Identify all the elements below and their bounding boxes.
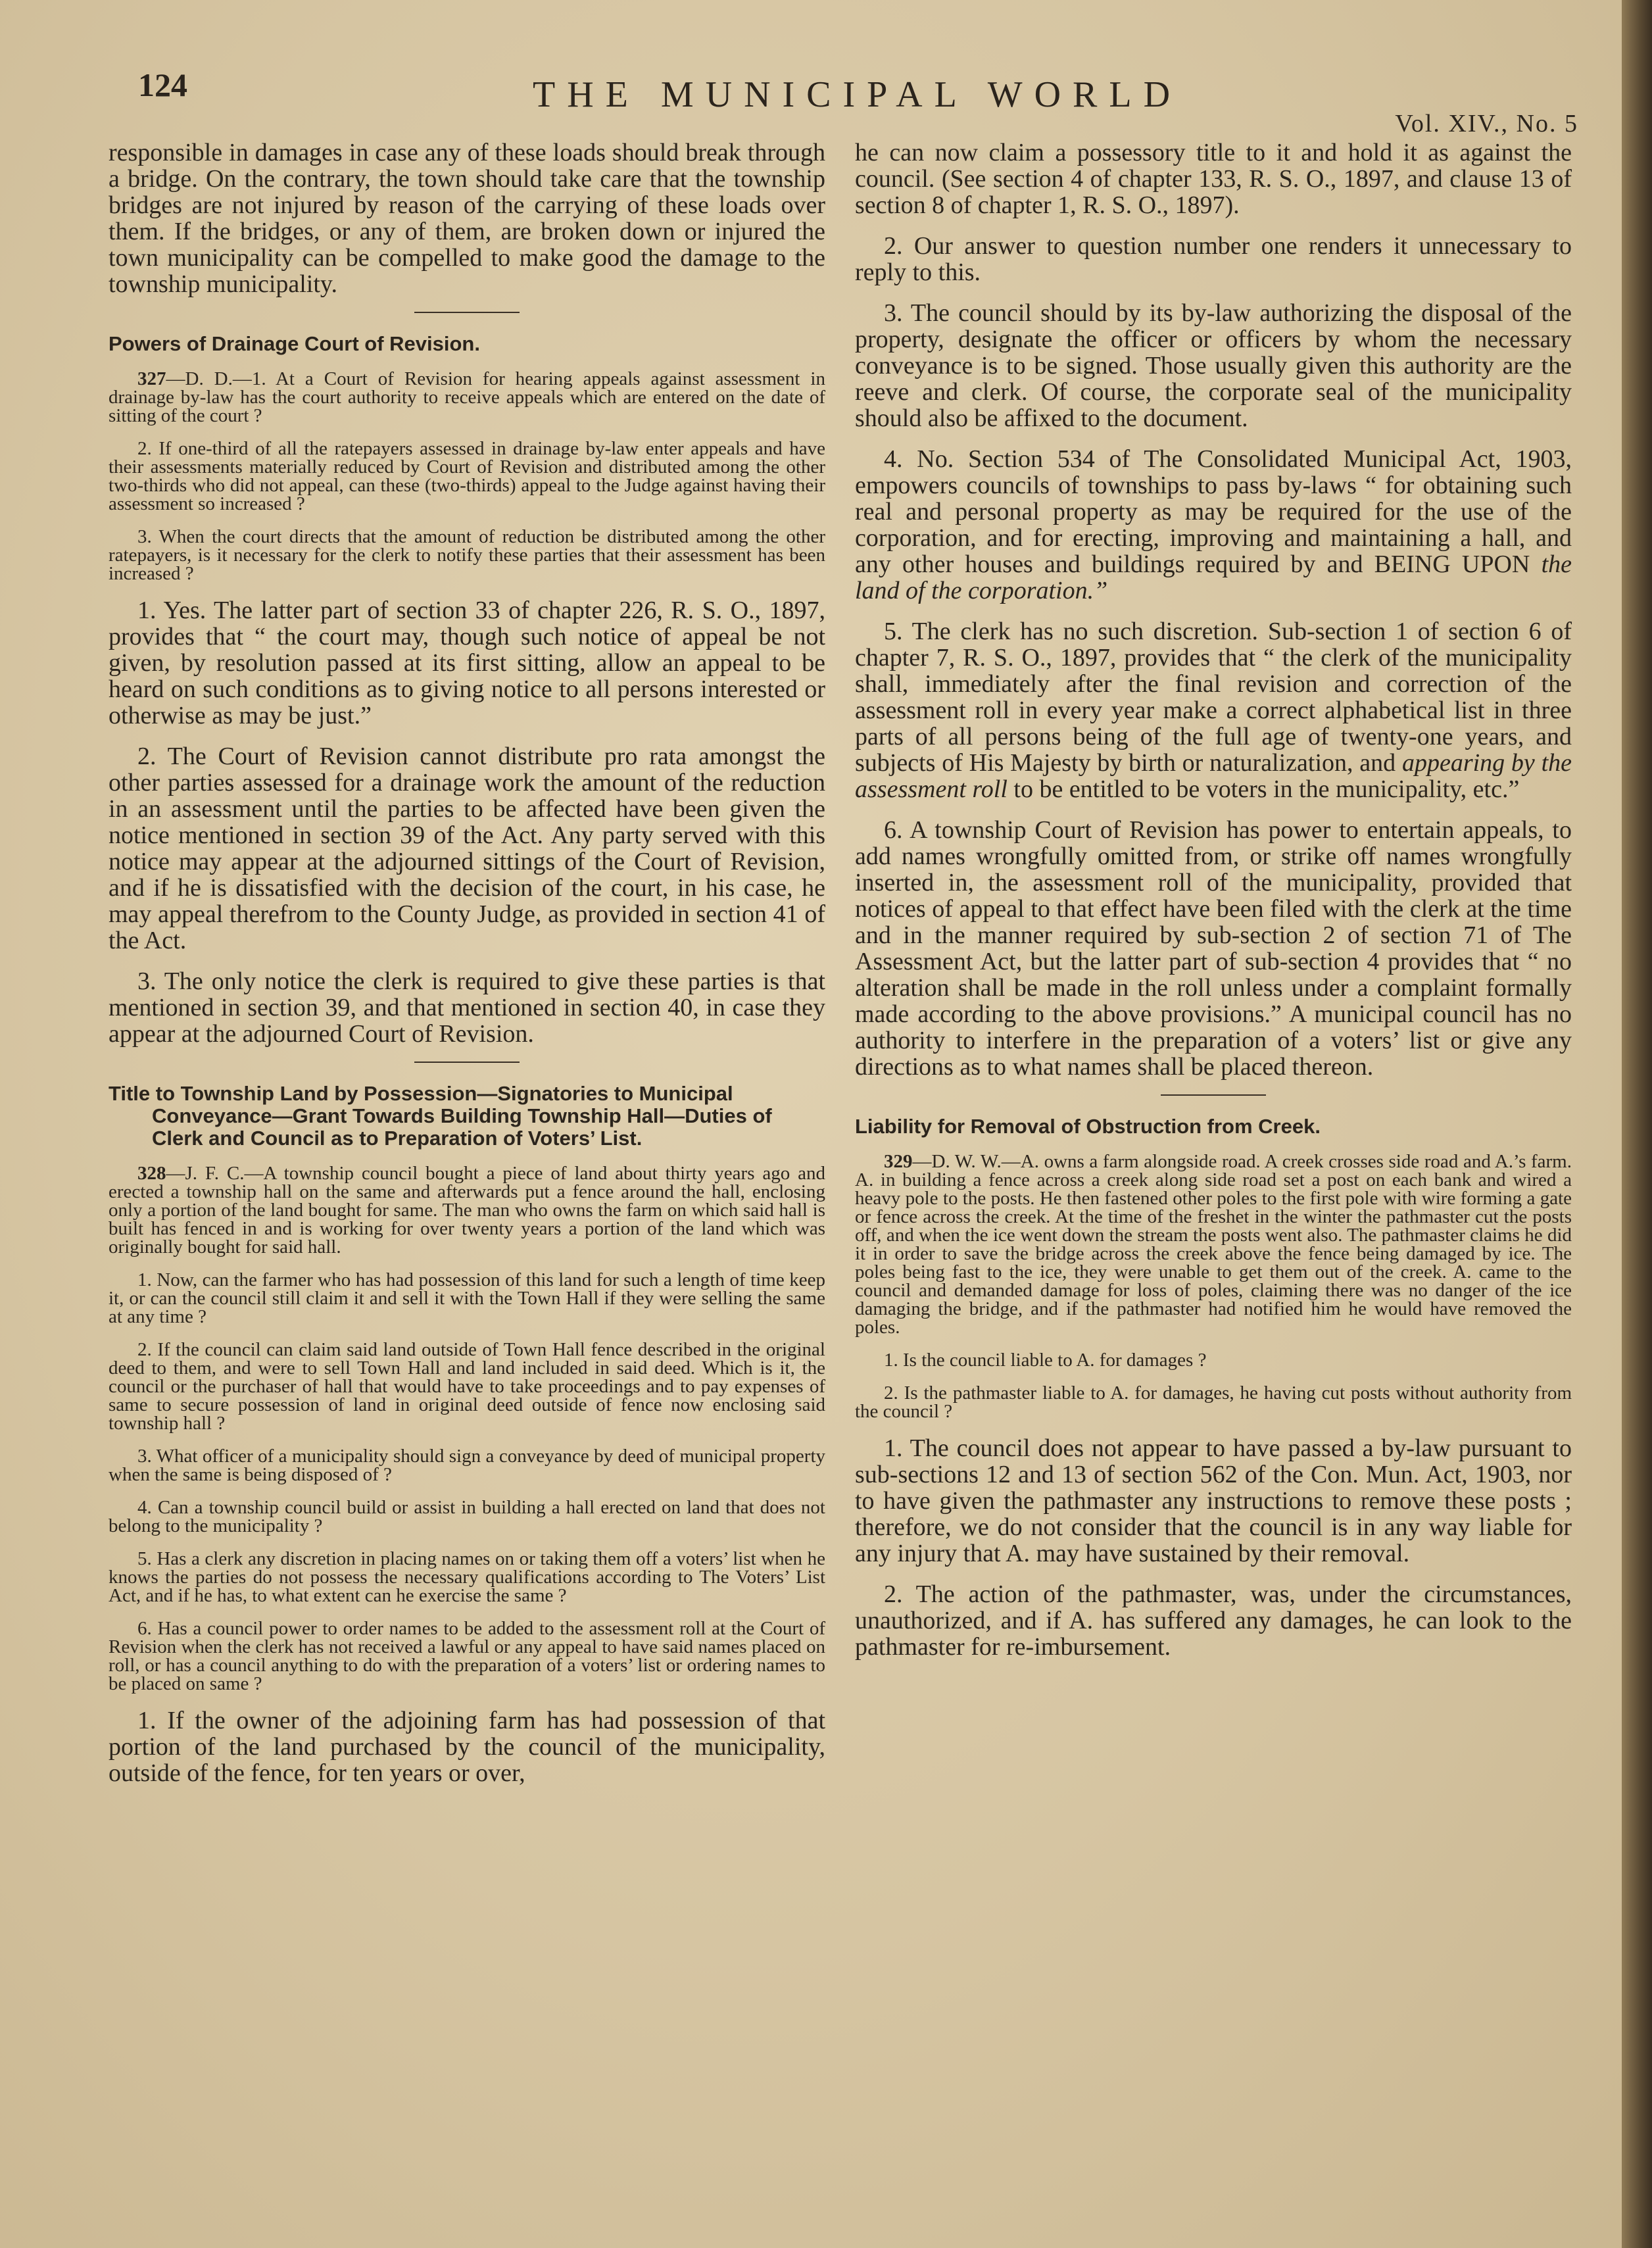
left-column — [109, 139, 825, 1801]
section-327-answer-2: 2. The Court of Revision cannot distribute pro rata amongst the other parties assessed for a drainage work the amount of the reduction in an assessment until the parties to be affected have been given the notice mentioned in section 39 of the Act. Any party served with this notice may appear at the adjourned sittings of the Court of Revision, and if he is dissatisfied with the decision of the court, in his case, he may appeal therefrom to the County Judge, as provided in section 41 of the Act. — [109, 743, 825, 954]
section-328-question-5: 5. Has a clerk any discretion in placing names on or taking them off a voters’ list when he knows the parties do not possess the necessary qualifications according to The Voters’ List Act, and if he has, to what extent can he exercise the same ? — [109, 1548, 825, 1606]
question-number: 329 — [884, 1151, 913, 1172]
section-327-answer-1: 1. Yes. The latter part of section 33 of chapter 226, R. S. O., 1897, provides that “ the court may, though such notice of appeal be not given, by resolution passed at its first sitting, allow an appeal to be heard on such conditions as to giving notice to all persons interested or otherwise as may be just.” — [109, 597, 825, 729]
section-divider — [414, 1062, 520, 1063]
section-328-question-3: 3. What officer of a municipality should sign a conveyance by deed of municipal property when the same is being disposed of ? — [109, 1446, 825, 1485]
question-number: 327 — [137, 368, 166, 389]
section-divider — [414, 312, 520, 313]
volume-issue: Vol. XIV., No. 5 — [1395, 110, 1578, 137]
section-328-answer-1-continued: he can now claim a possessory title to it and hold it as against the council. (See section 4 of chapter 133, R. S. O., 1897, and clause 13 of section 8 of chapter 1, R. S. O., 1897). — [855, 139, 1572, 219]
section-329-answer-1: 1. The council does not appear to have passed a by-law pursuant to sub-sections 12 and 13 of section 562 of the Con. Mun. Act, 1903, nor to have given the pathmaster any instructions to remove these posts ; therefore, we do not consider that the council is in any way liable for any injury that A. may have sustained by their removal. — [855, 1434, 1572, 1567]
section-328-question-intro: 328—J. F. C.—A township council bought a piece of land about thirty years ago and erected a township hall on the same and afterwards put a fence around the hall, enclosing only a portion of the land bought for same. The man who owns the farm on which said hall is built has fenced in and is working for over twenty years a portion of the land which was originally bought for said hall. — [109, 1163, 825, 1258]
question-number: 328 — [137, 1163, 166, 1184]
section-328-answer-2: 2. Our answer to question number one renders it unnecessary to reply to this. — [855, 232, 1572, 286]
section-327-answer-3: 3. The only notice the clerk is required to give these parties is that mentioned in section 39, and that mentioned in section 40, in case they appear at the adjourned Court of Revision. — [109, 967, 825, 1048]
section-divider — [1161, 1094, 1266, 1096]
section-327-question-1: 327—D. D.—1. At a Court of Revision for hearing appeals against assessment in drainage by-law has the court authority to receive appeals which are entered on the date of sitting of the court ? — [109, 368, 825, 426]
section-327-question-3: 3. When the court directs that the amount of reduction be distributed among the other ratepayers, is it necessary for the clerk to notify these parties that their assessment has been increased ? — [109, 526, 825, 584]
section-327-heading: Powers of Drainage Court of Revision. — [109, 332, 480, 355]
section-328-answer-1-start: 1. If the owner of the adjoining farm has had possession of that portion of the land purchased by the council of the municipality, outside of the fence, for ten years or over, — [109, 1707, 825, 1787]
right-column — [855, 139, 1572, 1674]
section-328-answer-3: 3. The council should by its by-law authorizing the disposal of the property, designate the officer or officers by whom the necessary conveyance is to be signed. Those usually given this authority are the reeve and clerk. Of course, the corporate seal of the municipality should also be affixed to the document. — [855, 299, 1572, 432]
page-number: 124 — [138, 66, 187, 103]
section-328-answer-5: 5. The clerk has no such discretion. Sub-section 1 of section 6 of chapter 7, R. S. O., 1897, provides that “ the clerk of the municipality shall, immediately after the final revision and correction of the assessment roll in every year make a correct alphabetical list in three parts of all persons being of the full age of twenty-one years, and subjects of His Majesty by birth or naturalization, and appearing by the assessment roll to be entitled to be voters in the municipality, etc.” — [855, 618, 1572, 803]
section-329-heading: Liability for Removal of Obstruction from Creek. — [855, 1115, 1321, 1138]
section-329-question-2: 2. Is the pathmaster liable to A. for damages, he having cut posts without authority from the council ? — [855, 1382, 1572, 1422]
section-328-question-1: 1. Now, can the farmer who has had possession of this land for such a length of time keep it, or can the council still claim it and sell it with the Town Hall if they were selling the same at any time ? — [109, 1269, 825, 1327]
section-328-question-6: 6. Has a council power to order names to be added to the assessment roll at the Court of Revision when the clerk has not received a lawful or any appeal to have said names placed on roll, or has a council anything to do with the preparation of a voters’ list or ordering names to be placed on same ? — [109, 1618, 825, 1694]
section-329-question-1: 1. Is the council liable to A. for damages ? — [884, 1350, 1207, 1371]
page-header — [138, 66, 1578, 137]
continued-answer-text: responsible in damages in case any of these loads should break through a bridge. On the contrary, the town should take care that the township bridges are not injured by reason of the carrying of these loads over them. If the bridges, or any of them, are broken down or injured the town municipality can be compelled to make good the damage to the township municipality. — [109, 139, 825, 298]
section-328-heading: Title to Township Land by Possession—Signatories to Municipal Conveyance—Grant Towards Building Township Hall—Duties of Clerk and Council as to Preparation of Voters’ List. — [109, 1082, 772, 1150]
section-327-question-2: 2. If one-third of all the ratepayers assessed in drainage by-law enter appeals and have their assessments materially reduced by Court of Revision and distributed among the other two-thirds who did not appeal, can these (two-thirds) appeal to the Judge against having their assessment so increased ? — [109, 438, 825, 514]
italic-phrase: appearing by the assessment roll — [855, 749, 1572, 803]
page-edge-shadow — [1622, 0, 1652, 2248]
section-329-question: 329—D. W. W.—A. owns a farm alongside road. A creek crosses side road and A.’s farm. A. in building a fence across a creek along side road set a post on each bank and wired a heavy pole to the posts. He then fastened other poles to the first pole with wire forming a gate or fence across the creek. At the time of the freshet in the winter the pathmaster cut the posts off, and when the ice went down the stream the posts went also. The pathmaster claims he did it in order to save the bridge across the creek above the fence being damaged by ice. The poles being fast to the ice, they were unable to get them out of the creek. A. came to the council and demanded damage for loss of poles, claiming there was no danger of the ice damaging the bridge, and if the pathmaster had notified him he would have removed the poles. — [855, 1151, 1572, 1338]
italic-phrase: the land of the corporation.” — [855, 550, 1572, 604]
publication-title: THE MUNICIPAL WORLD — [533, 74, 1182, 115]
section-328-question-2: 2. If the council can claim said land outside of Town Hall fence described in the original deed to them, and were to sell Town Hall and land included in said deed. Which is it, the council or the purchaser of hall that would have to take proceedings and to pay expenses of same to secure possession of land in original deed outside of fence now enclosing said township hall ? — [109, 1339, 825, 1434]
section-328-answer-4: 4. No. Section 534 of The Consolidated Municipal Act, 1903, empowers councils of townships to pass by-laws “ for obtaining such real and personal property as may be required for the use of the corporation, and for erecting, improving and maintaining a hall, and any other houses and buildings required by and BEING UPON the land of the corporation.” — [855, 445, 1572, 604]
section-328-question-4: 4. Can a township council build or assist in building a hall erected on land that does not belong to the municipality ? — [109, 1497, 825, 1536]
section-329-answer-2: 2. The action of the pathmaster, was, under the circumstances, unauthorized, and if A. has suffered any damages, he can look to the pathmaster for re-imbursement. — [855, 1580, 1572, 1661]
section-328-answer-6: 6. A township Court of Revision has power to entertain appeals, to add names wrongfully omitted from, or strike off names wrongfully inserted in, the assessment roll of the municipality, provided that notices of appeal to that effect have been filed with the clerk at the time and in the manner required by sub-section 2 of section 71 of The Assessment Act, but the latter part of sub-section 4 provides that “ no alteration shall be made in the roll unless under a complaint formally made according to the above provisions.” A municipal council has no authority to interfere in the preparation of a voters’ list or give any directions as to what names shall be placed thereon. — [855, 816, 1572, 1081]
